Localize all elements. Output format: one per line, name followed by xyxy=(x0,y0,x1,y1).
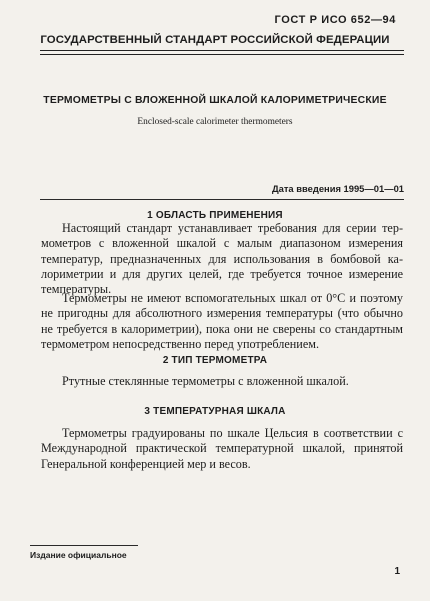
scale-paragraph: Термометры градуированы по шкале Цельсия в соответствии с Международной практической температурной шкалой, принятой Генеральной конференцией мер и весов. xyxy=(41,426,403,471)
section-heading-scope: 1 ОБЛАСТЬ ПРИМЕНЕНИЯ xyxy=(147,210,283,221)
scope-paragraph-1: Настоящий стандарт устанавливает требования для серии термометров с вложенной шкалой с малым диапазоном измерения температур, предназначенных для использования в бомбовой калориметрии и для других целей, где требуется точное измерение температуры. xyxy=(41,221,403,297)
section-heading-type: 2 ТИП ТЕРМОМЕТРА xyxy=(162,355,268,366)
scope-paragraph-2: Термометры не имеют вспомогательных шкал от 0°С и поэтому не пригодны для абсолютного измерения температуры (что обычно не требуется в калориметрии), пока они не сверены со стандартным термометром непосредственно перед употреблением. xyxy=(41,291,403,351)
page-number: 1 xyxy=(394,566,400,577)
document-code: ГОСТ Р ИСО 652—94 xyxy=(274,14,396,26)
section-heading-scale: 3 ТЕМПЕРАТУРНАЯ ШКАЛА xyxy=(144,406,286,417)
header-rule xyxy=(40,50,404,55)
type-paragraph: Ртутные стеклянные термометры с вложенной шкалой. xyxy=(62,374,349,388)
standard-title: ТЕРМОМЕТРЫ С ВЛОЖЕННОЙ ШКАЛОЙ КАЛОРИМЕТРИЧЕСКИЕ xyxy=(43,95,387,106)
standard-title-english: Enclosed-scale calorimeter thermometers xyxy=(137,117,293,127)
introduction-date: Дата введения 1995—01—01 xyxy=(271,183,404,194)
edition-note: Издание официальное xyxy=(30,550,127,560)
footer-rule xyxy=(30,545,138,546)
organization-title: ГОСУДАРСТВЕННЫЙ СТАНДАРТ РОССИЙСКОЙ ФЕДЕРАЦИИ xyxy=(40,34,390,46)
date-rule xyxy=(40,199,404,200)
